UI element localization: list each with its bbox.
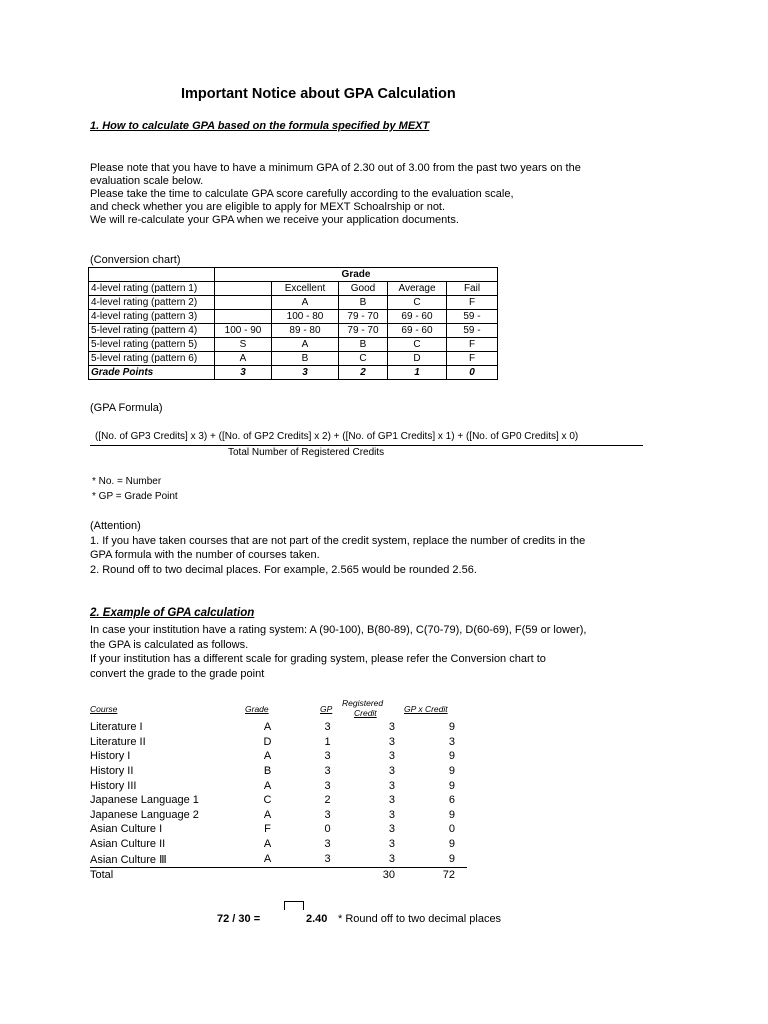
table-row [89, 296, 498, 310]
table-row [89, 352, 498, 366]
attention-block [90, 520, 585, 577]
table-cell: Good [339, 282, 388, 296]
intro-line: We will re-calculate your GPA when we receive your application documents. [90, 214, 459, 226]
row-label: 5-level rating (pattern 6) [89, 352, 215, 366]
course-credit: 3 [388, 823, 395, 835]
table-row [90, 853, 470, 868]
table-cell: 3 [215, 366, 272, 380]
table-corner-cell [89, 268, 215, 282]
course-name: Japanese Language 1 [90, 794, 199, 806]
table-row [90, 780, 470, 795]
note-grade-point: * GP = Grade Point [92, 491, 178, 502]
arrow-icon [284, 901, 304, 910]
course-credit: 3 [388, 794, 395, 806]
course-name: History III [90, 780, 137, 792]
table-cell: 79 - 70 [339, 324, 388, 338]
conversion-chart-label: (Conversion chart) [90, 254, 181, 266]
course-name: Asian Culture Ⅲ [90, 854, 167, 866]
result-equation: 72 / 30 = [217, 913, 261, 925]
course-name: Literature I [90, 721, 143, 733]
intro-line: evaluation scale below. [90, 175, 204, 187]
course-gp-x-credit: 9 [448, 765, 455, 777]
intro-line: In case your institution have a rating system: A (90-100), B(80-89), C(70-79), D(60-69), F(59 or lower), [90, 624, 587, 636]
course-gp: 3 [324, 750, 331, 762]
course-credit: 3 [388, 838, 395, 850]
course-gp: 3 [324, 809, 331, 821]
course-gp: 3 [324, 765, 331, 777]
column-header-gp: GP [320, 704, 333, 714]
table-row [89, 324, 498, 338]
course-name: Japanese Language 2 [90, 809, 199, 821]
table-cell: F [447, 296, 498, 310]
result-note: * Round off to two decimal places [338, 913, 502, 925]
row-label: Grade Points [89, 366, 215, 380]
total-credit: 30 [382, 869, 395, 881]
row-label: 4-level rating (pattern 1) [89, 282, 215, 296]
table-cell: B [272, 352, 339, 366]
course-gp-x-credit: 9 [448, 853, 455, 865]
table-row [89, 338, 498, 352]
table-cell: Average [388, 282, 447, 296]
course-gp-x-credit: 9 [448, 780, 455, 792]
row-label: 5-level rating (pattern 5) [89, 338, 215, 352]
course-gp: 3 [324, 853, 331, 865]
table-cell: 59 - [447, 324, 498, 338]
intro-line: Please note that you have to have a minimum GPA of 2.30 out of 3.00 from the past two years on the [90, 162, 581, 174]
page-title: Important Notice about GPA Calculation [181, 86, 456, 102]
table-cell: 69 - 60 [388, 324, 447, 338]
course-gp-x-credit: 0 [448, 823, 455, 835]
course-grade: A [263, 721, 272, 733]
course-gp: 2 [324, 794, 331, 806]
table-row [90, 809, 470, 824]
table-cell: 69 - 60 [388, 310, 447, 324]
table-cell: 0 [447, 366, 498, 380]
grade-points-row [89, 366, 498, 380]
gpa-formula-label: (GPA Formula) [90, 402, 163, 414]
attention-label: (Attention) [90, 520, 141, 532]
course-credit: 3 [388, 721, 395, 733]
table-cell: C [339, 352, 388, 366]
intro-line: and check whether you are eligible to apply for MEXT Schoalrship or not. [90, 201, 446, 213]
row-label: 5-level rating (pattern 4) [89, 324, 215, 338]
course-grade: A [263, 853, 272, 865]
table-row [89, 282, 498, 296]
table-cell [215, 310, 272, 324]
course-gp-x-credit: 9 [448, 750, 455, 762]
table-cell: D [388, 352, 447, 366]
section1-intro [90, 162, 581, 227]
conversion-table [88, 267, 498, 380]
table-header-row [89, 268, 498, 282]
course-gp: 3 [324, 780, 331, 792]
course-grade: A [263, 750, 272, 762]
table-cell: 100 - 80 [272, 310, 339, 324]
course-gp: 0 [324, 823, 331, 835]
course-grade: A [263, 780, 272, 792]
course-credit: 3 [388, 780, 395, 792]
table-cell: F [447, 352, 498, 366]
course-name: Asian Culture II [90, 838, 166, 850]
table-cell: 100 - 90 [215, 324, 272, 338]
table-row [90, 838, 470, 853]
table-cell: 3 [272, 366, 339, 380]
course-credit: 3 [388, 809, 395, 821]
table-cell [215, 282, 272, 296]
course-grade: B [263, 765, 272, 777]
attention-line: 2. Round off to two decimal places. For example, 2.565 would be rounded 2.56. [90, 564, 477, 576]
table-cell: 79 - 70 [339, 310, 388, 324]
table-cell: A [215, 352, 272, 366]
course-name: History II [90, 765, 134, 777]
column-header-grade: Grade [245, 704, 269, 714]
table-row [89, 310, 498, 324]
course-gp-x-credit: 9 [448, 721, 455, 733]
total-label: Total [90, 869, 114, 881]
course-gp: 3 [324, 721, 331, 733]
course-gp-x-credit: 9 [448, 838, 455, 850]
table-cell: S [215, 338, 272, 352]
table-cell: F [447, 338, 498, 352]
row-label: 4-level rating (pattern 3) [89, 310, 215, 324]
column-header-registered: Registered [342, 698, 384, 708]
table-row [90, 736, 470, 751]
intro-line: Please take the time to calculate GPA score carefully according to the evaluation scale, [90, 188, 514, 200]
section2-intro [90, 623, 586, 681]
table-cell: C [388, 338, 447, 352]
intro-line: convert the grade to the grade point [90, 667, 265, 680]
result-value: 2.40 [306, 913, 328, 925]
total-gp-x-credit: 72 [442, 869, 455, 881]
course-gp-x-credit: 9 [448, 809, 455, 821]
course-gp-x-credit: 3 [448, 736, 455, 748]
table-cell: 59 - [447, 310, 498, 324]
table-cell: A [272, 296, 339, 310]
table-row [90, 721, 470, 736]
section1-heading: 1. How to calculate GPA based on the formula specified by MEXT [90, 120, 430, 132]
course-name: History I [90, 750, 131, 762]
intro-line: If your institution has a different scale for grading system, please refer the Conversion chart to [90, 653, 546, 665]
intro-line: the GPA is calculated as follows. [90, 638, 249, 651]
total-row [90, 869, 470, 884]
table-cell [215, 296, 272, 310]
table-cell: 1 [388, 366, 447, 380]
formula-numerator: ([No. of GP3 Credits] x 3) + ([No. of GP2 Credits] x 2) + ([No. of GP1 Credits] x 1) + ([No. of GP0 Credits] x 0) [95, 431, 579, 442]
course-credit: 3 [388, 853, 395, 865]
course-grade: D [263, 736, 272, 748]
table-cell: Fail [447, 282, 498, 296]
table-cell: C [388, 296, 447, 310]
course-grade: A [263, 838, 272, 850]
table-cell: B [339, 338, 388, 352]
course-gp: 1 [324, 736, 331, 748]
course-gp: 3 [324, 838, 331, 850]
course-gp-x-credit: 6 [448, 794, 455, 806]
note-number: * No. = Number [92, 476, 162, 487]
column-header-course: Course [90, 704, 118, 714]
course-name: Asian Culture I [90, 823, 163, 835]
table-cell: 2 [339, 366, 388, 380]
section2-heading: 2. Example of GPA calculation [90, 607, 255, 619]
table-cell: Excellent [272, 282, 339, 296]
course-credit: 3 [388, 750, 395, 762]
table-row [90, 794, 470, 809]
table-cell: B [339, 296, 388, 310]
table-row [90, 750, 470, 765]
total-divider [90, 867, 467, 868]
course-name: Literature II [90, 736, 146, 748]
attention-line: GPA formula with the number of courses taken. [90, 549, 320, 561]
course-credit: 3 [388, 765, 395, 777]
course-grade: F [264, 823, 271, 835]
course-credit: 3 [388, 736, 395, 748]
formula-denominator: Total Number of Registered Credits [228, 447, 385, 458]
table-row [90, 765, 470, 780]
attention-line: 1. If you have taken courses that are not part of the credit system, replace the number of credits in the [90, 535, 586, 547]
row-label: 4-level rating (pattern 2) [89, 296, 215, 310]
table-row [90, 823, 470, 838]
table-cell: 89 - 80 [272, 324, 339, 338]
column-header-gp-x-credit: GP x Credit [404, 704, 448, 714]
fraction-line [90, 445, 643, 446]
table-cell: A [272, 338, 339, 352]
course-grade: A [263, 809, 272, 821]
column-header-credit: Credit [354, 708, 377, 718]
course-grade: C [263, 794, 272, 806]
grade-header: Grade [215, 268, 498, 282]
